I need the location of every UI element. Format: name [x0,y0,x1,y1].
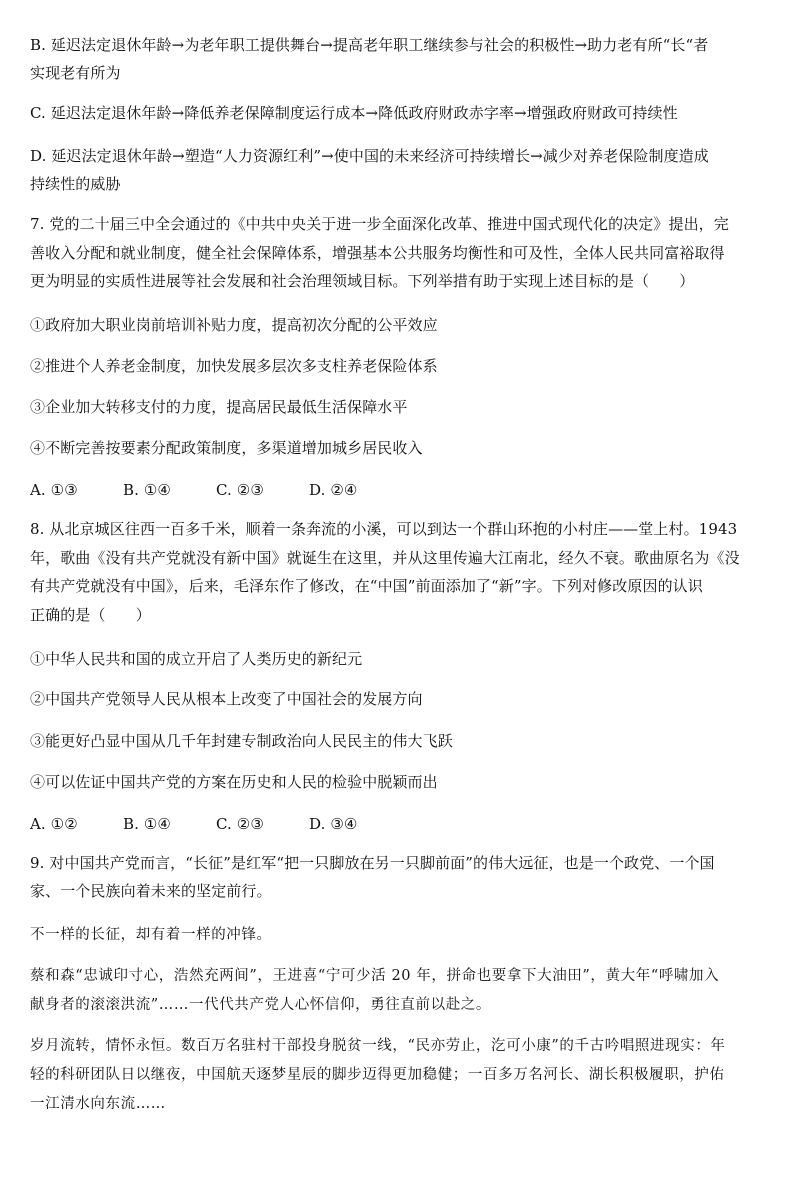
q8-choice-d: D. ③④ [309,815,358,833]
q9-para3-line3: 一江清水向东流…… [30,1096,166,1112]
q9-para1: 不一样的长征，却有着一样的冲锋。 [30,927,272,943]
q7-stem-line1: 7. 党的二十届三中全会通过的《中共中央关于进一步全面深化改革、推进中国式现代化的决定》提出，完 [30,215,729,233]
q6-option-d-line1: D. 延迟法定退休年龄→塑造“人力资源红利”→使中国的未来经济可持续增长→减少对养老保险制度造成 [30,147,709,165]
q7-choice-c: C. ②③ [216,481,264,499]
q7-item-1: ①政府加大职业岗前培训补贴力度，提高初次分配的公平效应 [30,316,438,334]
q9-stem-line1: 9. 对中国共产党而言，“长征”是红军“把一只脚放在另一只脚前面”的伟大远征，也是一个政党、一个国 [30,854,715,872]
q8-item-4: ④可以佐证中国共产党的方案在历史和人民的检验中脱颖而出 [30,773,438,791]
q8-choice-b: B. ①④ [123,815,171,833]
q7-item-3: ③企业加大转移支付的力度，提高居民最低生活保障水平 [30,398,408,416]
q8-stem-line1: 8. 从北京城区往西一百多千米，顺着一条奔流的小溪，可以到达一个群山环抱的小村庄——堂上村。1943 [30,520,738,538]
q8-choices [30,814,357,834]
q7-choice-d: D. ②④ [309,481,358,499]
q8-item-1: ①中华人民共和国的成立开启了人类历史的新纪元 [30,650,363,668]
q6-option-c: C. 延迟法定退休年龄→降低养老保障制度运行成本→降低政府财政赤字率→增强政府财政可持续性 [30,104,678,122]
q8-stem-line3: 有共产党就没有中国》，后来，毛泽东作了修改，在“中国”前面添加了“新”字。下列对修改原因的认识 [30,577,703,595]
q8-item-3: ③能更好凸显中国从几千年封建专制政治向人民民主的伟大飞跃 [30,732,453,750]
q7-stem-line2: 善收入分配和就业制度，健全社会保障体系，增强基本公共服务均衡性和可及性，全体人民共同富裕取得 [30,244,725,262]
q8-stem-line4: 正确的是（ ） [30,606,151,624]
q7-item-4: ④不断完善按要素分配政策制度，多渠道增加城乡居民收入 [30,439,423,457]
q6-option-d-line2: 持续性的威胁 [30,175,121,193]
q9-stem-line2: 家、一个民族向着未来的坚定前行。 [30,882,272,900]
q7-choice-b: B. ①④ [123,481,171,499]
q8-choice-c: C. ②③ [216,815,264,833]
q7-item-2: ②推进个人养老金制度，加快发展多层次多支柱养老保险体系 [30,357,438,375]
q6-option-b-line2: 实现老有所为 [30,64,121,82]
q6-option-b-line1: B. 延迟法定退休年龄→为老年职工提供舞台→提高老年职工继续参与社会的积极性→助力老有所“长“者 [30,36,709,54]
q7-choices [30,480,357,500]
q8-stem-line2: 年，歌曲《没有共产党就没有新中国》就诞生在这里，并从这里传遍大江南北，经久不衰。歌曲原名为《没 [30,549,740,567]
q9-para3-line1: 岁月流转，情怀永恒。数百万名驻村干部投身脱贫一线，“民亦劳止，汔可小康”的千古吟唱照进现实：年 [30,1038,726,1054]
q9-para3-line2: 轻的科研团队日以继夜，中国航天逐梦星辰的脚步迈得更加稳健；一百多万名河长、湖长积极履职，护佑 [30,1067,725,1083]
q8-choice-a: A. ①② [30,815,78,833]
q9-para2-line2: 献身者的滚滚洪流”……一代代共产党人心怀信仰，勇往直前以赴之。 [30,997,492,1013]
q9-para2-line1: 蔡和森“忠诚印寸心，浩然充两间”，王进喜“宁可少活 20 年，拼命也要拿下大油田”，黄大年“呼啸加入 [30,968,720,984]
q7-stem-line3: 更为明显的实质性进展等社会发展和社会治理领域目标。下列举措有助于实现上述目标的是（ ） [30,272,695,290]
q7-choice-a: A. ①③ [30,481,78,499]
q8-item-2: ②中国共产党领导人民从根本上改变了中国社会的发展方向 [30,690,423,708]
